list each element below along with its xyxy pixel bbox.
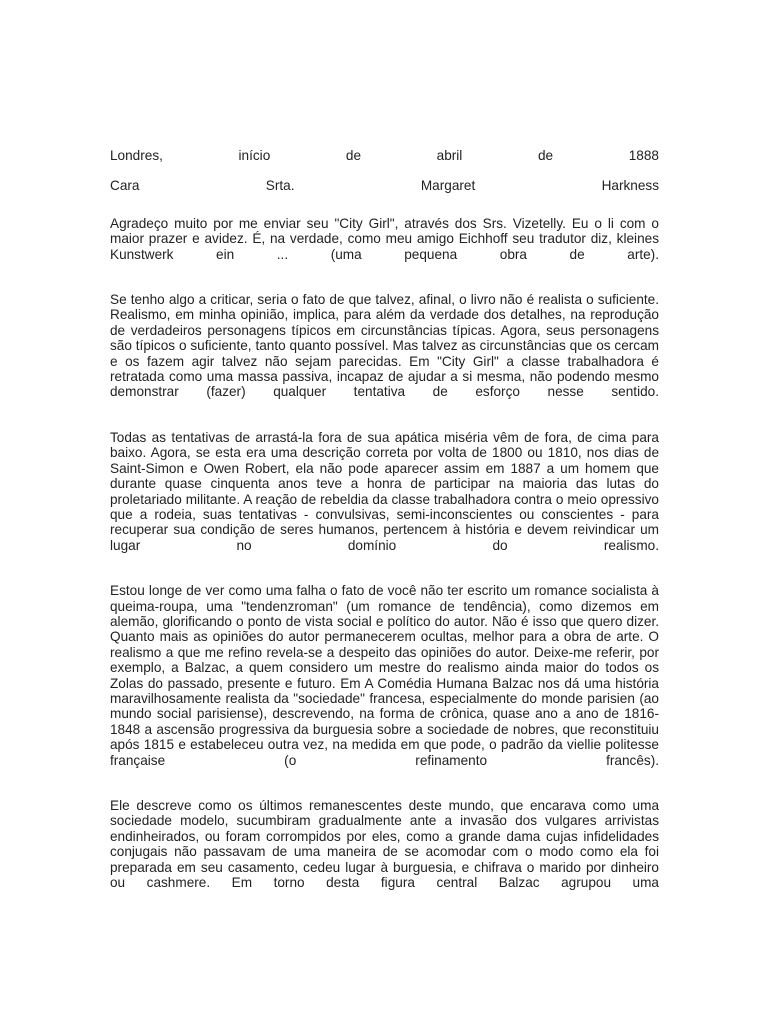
letter-paragraph: Agradeço muito por me enviar seu "City Girl", através dos Srs. Vizetelly. Eu o li com o maior prazer e avidez. É, na verdade, como meu amigo Eichhoff seu tradutor diz, kleines Kunstwerk ein ... (uma pequena obra de arte). <box>110 215 659 262</box>
salutation-word: Harkness <box>601 178 659 194</box>
date-word: abril <box>436 148 463 163</box>
letter-paragraph: Estou longe de ver como uma falha o fato de você não ter escrito um romance socialista à queima-roupa, uma "tendenzroman" (um romance de tendência), como dizemos em alemão, glorificando o ponto de vista social e político do autor. Não é isso que quero dizer. Quanto mais as opiniões do autor permanecerem ocultas, melhor para a obra de arte. O realismo a que me refino revela-se a despeito das opiniões do autor. Deixe-me referir, por exemplo, a Balzac, a quem considero um mestre do realismo ainda maior do todos os Zolas do passado, presente e futuro. Em A Comédia Humana Balzac nos dá uma história maravilhosamente realista da "sociedade" francesa, especialmente do monde parisien (ao mundo social parisiense), descrevendo, na forma de crônica, quase ano a ano de 1816-1848 a ascensão progressiva da burguesia sobre a sociedade de nobres, que reconstituiu após 1815 e estabeleceu outra vez, na medida em que pode, o padrão da viellie politesse française (o refinamento francês). <box>110 583 659 768</box>
date-word: 1888 <box>628 148 659 163</box>
letter-page <box>110 148 659 890</box>
date-word: Londres, <box>110 148 163 163</box>
date-word: de <box>537 148 554 163</box>
date-word: início <box>238 148 271 163</box>
salutation-word: Cara <box>110 178 140 194</box>
salutation-word: Margaret <box>420 178 476 194</box>
letter-salutation <box>110 178 659 193</box>
date-word: de <box>345 148 362 163</box>
letter-date <box>110 148 659 163</box>
letter-paragraph: Ele descreve como os últimos remanescentes deste mundo, que encarava como uma sociedade modelo, sucumbiram gradualmente ante a invasão dos vulgares arrivistas endinheirados, ou foram corrompidos por eles, como a grande dama cujas infidelidades conjugais não passavam de uma maneira de se acomodar com o modo como ela foi preparada em seu casamento, cedeu lugar à burguesia, e chifrava o marido por dinheiro ou cashmere. Em torno desta figura central Balzac agrupou uma <box>110 798 659 891</box>
letter-paragraph: Se tenho algo a criticar, seria o fato de que talvez, afinal, o livro não é realista o suficiente. Realismo, em minha opinião, implica, para além da verdade dos detalhes, na reprodução de verdadeiros personagens típicos em circunstâncias típicas. Agora, seus personagens são típicos o suficiente, tanto quanto possível. Mas talvez as circunstâncias que os cercam e os fazem agir talvez não sejam parecidas. Em "City Girl" a classe trabalhadora é retratada como uma massa passiva, incapaz de ajudar a si mesma, não podendo mesmo demonstrar (fazer) qualquer tentativa de esforço nesse sentido. <box>110 292 659 400</box>
letter-paragraph: Todas as tentativas de arrastá-la fora de sua apática miséria vêm de fora, de cima para baixo. Agora, se esta era uma descrição correta por volta de 1800 ou 1810, nos dias de Saint-Simon e Owen Robert, ela não pode aparecer assim em 1887 a um homem que durante quase cinquenta anos teve a honra de participar na maioria das lutas do proletariado militante. A reação de rebeldia da classe trabalhadora contra o meio opressivo que a rodeia, suas tentativas - convulsivas, semi-inconscientes ou conscientes - para recuperar sua condição de seres humanos, pertencem à história e devem reivindicar um lugar no domínio do realismo. <box>110 429 659 553</box>
salutation-word: Srta. <box>265 178 295 194</box>
